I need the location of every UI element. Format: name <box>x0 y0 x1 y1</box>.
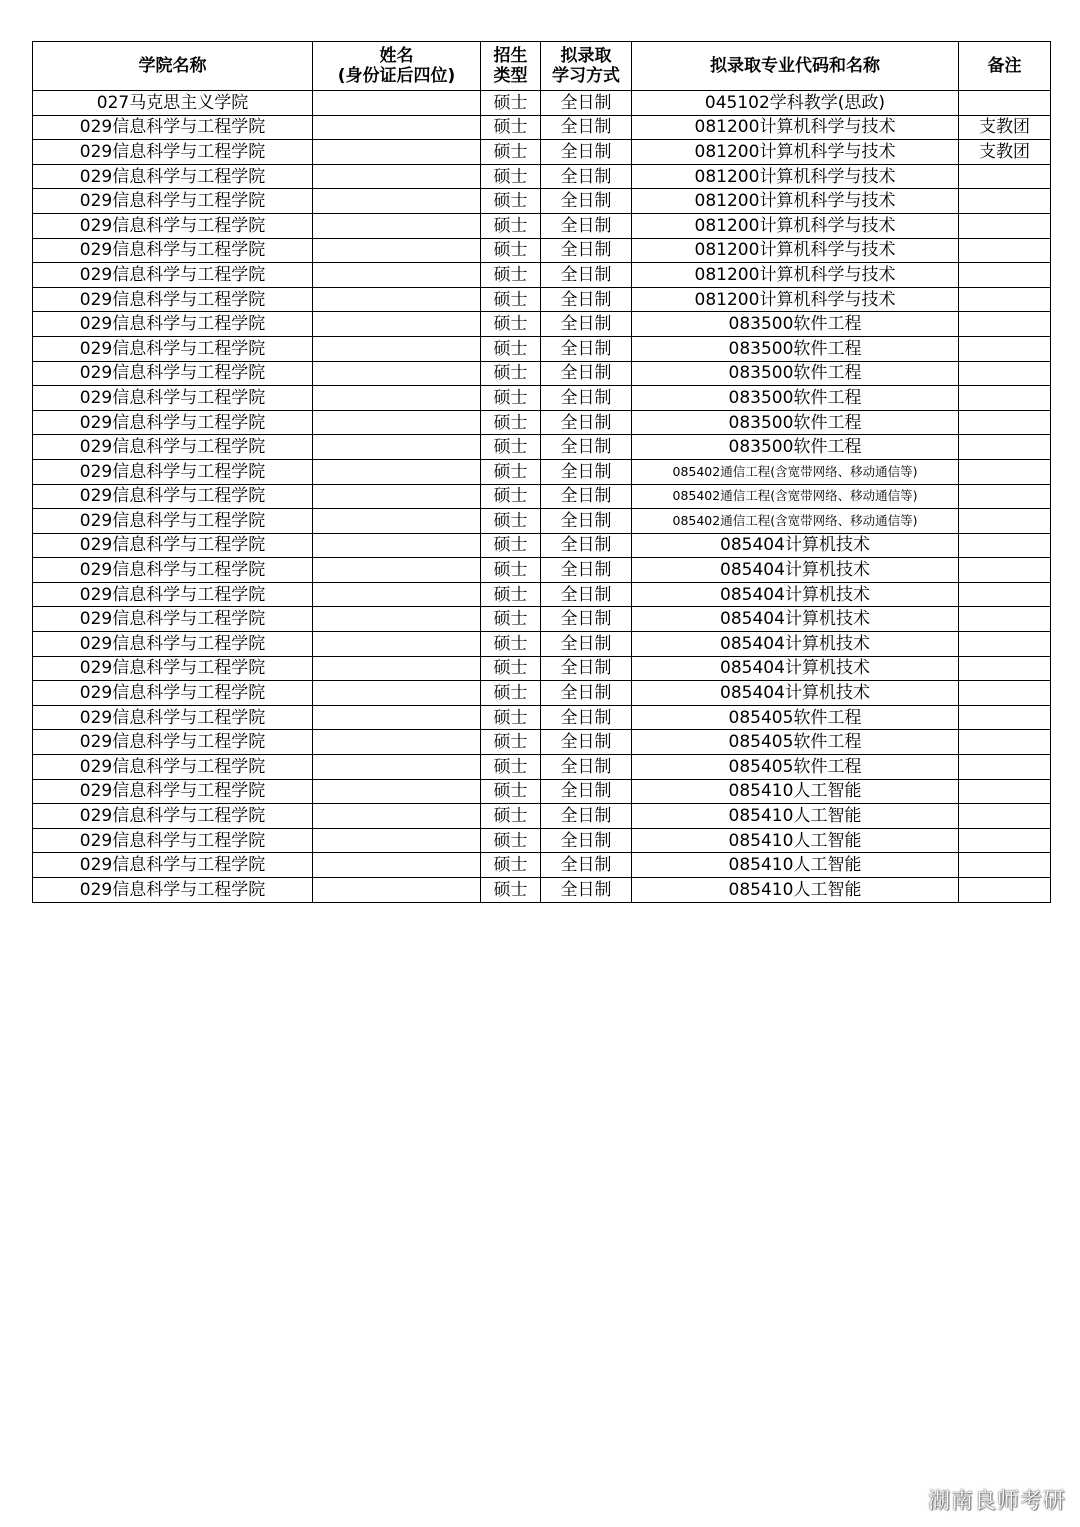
major-cell: 085410人工智能 <box>632 779 959 804</box>
table-row <box>33 410 1051 435</box>
note-cell <box>959 558 1051 583</box>
name-cell <box>313 705 481 730</box>
mode-cell: 全日制 <box>541 558 632 583</box>
header-college: 学院名称 <box>33 42 313 91</box>
note-cell <box>959 189 1051 214</box>
major-cell: 081200计算机科学与技术 <box>632 189 959 214</box>
name-cell <box>313 263 481 288</box>
mode-cell: 全日制 <box>541 361 632 386</box>
mode-cell: 全日制 <box>541 755 632 780</box>
college-cell: 029信息科学与工程学院 <box>33 878 313 903</box>
college-cell: 029信息科学与工程学院 <box>33 287 313 312</box>
note-cell <box>959 607 1051 632</box>
header-name <box>313 42 481 91</box>
type-cell: 硕士 <box>481 730 541 755</box>
type-cell: 硕士 <box>481 435 541 460</box>
mode-cell: 全日制 <box>541 140 632 165</box>
mode-cell: 全日制 <box>541 189 632 214</box>
header-type-line1: 招生 <box>493 46 528 66</box>
mode-cell: 全日制 <box>541 582 632 607</box>
major-cell: 085404计算机技术 <box>632 632 959 657</box>
type-cell: 硕士 <box>481 656 541 681</box>
mode-cell: 全日制 <box>541 779 632 804</box>
mode-cell: 全日制 <box>541 287 632 312</box>
type-cell: 硕士 <box>481 558 541 583</box>
college-cell: 029信息科学与工程学院 <box>33 263 313 288</box>
college-cell: 029信息科学与工程学院 <box>33 755 313 780</box>
type-cell: 硕士 <box>481 164 541 189</box>
mode-cell: 全日制 <box>541 386 632 411</box>
name-cell <box>313 386 481 411</box>
table-row <box>33 213 1051 238</box>
college-cell: 029信息科学与工程学院 <box>33 410 313 435</box>
mode-cell: 全日制 <box>541 484 632 509</box>
name-cell <box>313 632 481 657</box>
type-cell: 硕士 <box>481 755 541 780</box>
header-name-line1: 姓名 <box>379 46 414 66</box>
college-cell: 029信息科学与工程学院 <box>33 607 313 632</box>
name-cell <box>313 730 481 755</box>
college-cell: 029信息科学与工程学院 <box>33 582 313 607</box>
major-cell: 085402通信工程(含宽带网络、移动通信等) <box>632 484 959 509</box>
major-cell: 085405软件工程 <box>632 705 959 730</box>
major-cell: 085410人工智能 <box>632 878 959 903</box>
major-cell: 081200计算机科学与技术 <box>632 287 959 312</box>
mode-cell: 全日制 <box>541 336 632 361</box>
mode-cell: 全日制 <box>541 213 632 238</box>
note-cell <box>959 410 1051 435</box>
college-cell: 029信息科学与工程学院 <box>33 533 313 558</box>
note-cell <box>959 435 1051 460</box>
college-cell: 029信息科学与工程学院 <box>33 705 313 730</box>
note-cell <box>959 336 1051 361</box>
college-cell: 029信息科学与工程学院 <box>33 484 313 509</box>
note-cell <box>959 828 1051 853</box>
note-cell <box>959 632 1051 657</box>
type-cell: 硕士 <box>481 779 541 804</box>
major-cell: 085404计算机技术 <box>632 607 959 632</box>
type-cell: 硕士 <box>481 263 541 288</box>
type-cell: 硕士 <box>481 632 541 657</box>
table-row <box>33 582 1051 607</box>
note-cell <box>959 681 1051 706</box>
note-cell <box>959 730 1051 755</box>
note-cell <box>959 853 1051 878</box>
major-cell: 083500软件工程 <box>632 361 959 386</box>
name-cell <box>313 164 481 189</box>
mode-cell: 全日制 <box>541 164 632 189</box>
major-cell: 085402通信工程(含宽带网络、移动通信等) <box>632 509 959 534</box>
name-cell <box>313 828 481 853</box>
note-cell <box>959 804 1051 829</box>
header-major: 拟录取专业代码和名称 <box>632 42 959 91</box>
table-row <box>33 705 1051 730</box>
table-row <box>33 336 1051 361</box>
table-row <box>33 164 1051 189</box>
name-cell <box>313 558 481 583</box>
note-cell <box>959 533 1051 558</box>
table-row <box>33 779 1051 804</box>
college-cell: 029信息科学与工程学院 <box>33 115 313 140</box>
note-cell <box>959 779 1051 804</box>
college-cell: 029信息科学与工程学院 <box>33 140 313 165</box>
name-cell <box>313 336 481 361</box>
college-cell: 029信息科学与工程学院 <box>33 164 313 189</box>
table-row <box>33 435 1051 460</box>
type-cell: 硕士 <box>481 607 541 632</box>
major-cell: 083500软件工程 <box>632 435 959 460</box>
table-row <box>33 361 1051 386</box>
table-row <box>33 484 1051 509</box>
note-cell: 支教团 <box>959 140 1051 165</box>
table-row <box>33 681 1051 706</box>
type-cell: 硕士 <box>481 189 541 214</box>
type-cell: 硕士 <box>481 804 541 829</box>
name-cell <box>313 410 481 435</box>
note-cell <box>959 164 1051 189</box>
header-row <box>33 42 1051 91</box>
major-cell: 081200计算机科学与技术 <box>632 140 959 165</box>
table-row <box>33 632 1051 657</box>
table-row <box>33 828 1051 853</box>
college-cell: 029信息科学与工程学院 <box>33 681 313 706</box>
major-cell: 085404计算机技术 <box>632 582 959 607</box>
mode-cell: 全日制 <box>541 263 632 288</box>
major-cell: 085410人工智能 <box>632 853 959 878</box>
table-row <box>33 238 1051 263</box>
table-row <box>33 263 1051 288</box>
major-cell: 083500软件工程 <box>632 386 959 411</box>
name-cell <box>313 755 481 780</box>
mode-cell: 全日制 <box>541 533 632 558</box>
name-cell <box>313 582 481 607</box>
college-cell: 029信息科学与工程学院 <box>33 828 313 853</box>
note-cell <box>959 386 1051 411</box>
college-cell: 029信息科学与工程学院 <box>33 213 313 238</box>
note-cell <box>959 878 1051 903</box>
name-cell <box>313 115 481 140</box>
mode-cell: 全日制 <box>541 681 632 706</box>
table-row <box>33 386 1051 411</box>
table-row <box>33 656 1051 681</box>
name-cell <box>313 878 481 903</box>
type-cell: 硕士 <box>481 287 541 312</box>
college-cell: 029信息科学与工程学院 <box>33 336 313 361</box>
note-cell <box>959 509 1051 534</box>
type-cell: 硕士 <box>481 213 541 238</box>
mode-cell: 全日制 <box>541 238 632 263</box>
type-cell: 硕士 <box>481 410 541 435</box>
note-cell <box>959 484 1051 509</box>
note-cell <box>959 705 1051 730</box>
table-row <box>33 312 1051 337</box>
major-cell: 083500软件工程 <box>632 312 959 337</box>
type-cell: 硕士 <box>481 140 541 165</box>
major-cell: 085402通信工程(含宽带网络、移动通信等) <box>632 459 959 484</box>
header-mode-line2: 学习方式 <box>552 66 620 86</box>
college-cell: 029信息科学与工程学院 <box>33 361 313 386</box>
type-cell: 硕士 <box>481 361 541 386</box>
major-cell: 085404计算机技术 <box>632 558 959 583</box>
mode-cell: 全日制 <box>541 115 632 140</box>
name-cell <box>313 533 481 558</box>
table-row <box>33 189 1051 214</box>
name-cell <box>313 213 481 238</box>
major-cell: 085410人工智能 <box>632 804 959 829</box>
mode-cell: 全日制 <box>541 853 632 878</box>
name-cell <box>313 484 481 509</box>
name-cell <box>313 779 481 804</box>
admission-table <box>32 41 1051 903</box>
table-header <box>33 42 1051 91</box>
table-row <box>33 755 1051 780</box>
type-cell: 硕士 <box>481 91 541 116</box>
type-cell: 硕士 <box>481 509 541 534</box>
table-body <box>33 91 1051 903</box>
header-type <box>481 42 541 91</box>
note-cell <box>959 213 1051 238</box>
mode-cell: 全日制 <box>541 705 632 730</box>
mode-cell: 全日制 <box>541 656 632 681</box>
note-cell <box>959 361 1051 386</box>
name-cell <box>313 607 481 632</box>
note-cell <box>959 656 1051 681</box>
major-cell: 085405软件工程 <box>632 730 959 755</box>
type-cell: 硕士 <box>481 681 541 706</box>
table-row <box>33 533 1051 558</box>
note-cell: 支教团 <box>959 115 1051 140</box>
college-cell: 029信息科学与工程学院 <box>33 312 313 337</box>
major-cell: 085404计算机技术 <box>632 681 959 706</box>
type-cell: 硕士 <box>481 312 541 337</box>
table-row <box>33 804 1051 829</box>
major-cell: 083500软件工程 <box>632 410 959 435</box>
note-cell <box>959 238 1051 263</box>
college-cell: 029信息科学与工程学院 <box>33 656 313 681</box>
mode-cell: 全日制 <box>541 730 632 755</box>
name-cell <box>313 238 481 263</box>
table-row <box>33 91 1051 116</box>
major-cell: 085410人工智能 <box>632 828 959 853</box>
table-row <box>33 140 1051 165</box>
header-type-line2: 类型 <box>493 66 528 86</box>
major-cell: 081200计算机科学与技术 <box>632 115 959 140</box>
major-cell: 081200计算机科学与技术 <box>632 164 959 189</box>
name-cell <box>313 189 481 214</box>
mode-cell: 全日制 <box>541 828 632 853</box>
mode-cell: 全日制 <box>541 410 632 435</box>
table-row <box>33 115 1051 140</box>
table-row <box>33 878 1051 903</box>
major-cell: 081200计算机科学与技术 <box>632 263 959 288</box>
mode-cell: 全日制 <box>541 459 632 484</box>
major-cell: 085404计算机技术 <box>632 656 959 681</box>
header-mode <box>541 42 632 91</box>
major-cell: 085405软件工程 <box>632 755 959 780</box>
college-cell: 029信息科学与工程学院 <box>33 435 313 460</box>
header-name-line2: (身份证后四位) <box>337 66 456 86</box>
name-cell <box>313 287 481 312</box>
college-cell: 029信息科学与工程学院 <box>33 558 313 583</box>
mode-cell: 全日制 <box>541 878 632 903</box>
name-cell <box>313 656 481 681</box>
table-row <box>33 459 1051 484</box>
table-row <box>33 730 1051 755</box>
type-cell: 硕士 <box>481 336 541 361</box>
college-cell: 029信息科学与工程学院 <box>33 632 313 657</box>
type-cell: 硕士 <box>481 238 541 263</box>
header-note: 备注 <box>959 42 1051 91</box>
major-cell: 045102学科教学(思政) <box>632 91 959 116</box>
name-cell <box>313 312 481 337</box>
college-cell: 027马克思主义学院 <box>33 91 313 116</box>
note-cell <box>959 459 1051 484</box>
name-cell <box>313 853 481 878</box>
type-cell: 硕士 <box>481 115 541 140</box>
mode-cell: 全日制 <box>541 509 632 534</box>
college-cell: 029信息科学与工程学院 <box>33 853 313 878</box>
mode-cell: 全日制 <box>541 91 632 116</box>
mode-cell: 全日制 <box>541 804 632 829</box>
table-row <box>33 607 1051 632</box>
college-cell: 029信息科学与工程学院 <box>33 386 313 411</box>
table-row <box>33 287 1051 312</box>
college-cell: 029信息科学与工程学院 <box>33 509 313 534</box>
type-cell: 硕士 <box>481 853 541 878</box>
type-cell: 硕士 <box>481 705 541 730</box>
name-cell <box>313 91 481 116</box>
type-cell: 硕士 <box>481 828 541 853</box>
major-cell: 081200计算机科学与技术 <box>632 213 959 238</box>
note-cell <box>959 287 1051 312</box>
college-cell: 029信息科学与工程学院 <box>33 804 313 829</box>
table-row <box>33 558 1051 583</box>
college-cell: 029信息科学与工程学院 <box>33 238 313 263</box>
college-cell: 029信息科学与工程学院 <box>33 459 313 484</box>
name-cell <box>313 140 481 165</box>
note-cell <box>959 582 1051 607</box>
name-cell <box>313 681 481 706</box>
header-mode-line1: 拟录取 <box>560 46 612 66</box>
table-row <box>33 853 1051 878</box>
college-cell: 029信息科学与工程学院 <box>33 189 313 214</box>
watermark-text: 湖南良师考研 <box>927 1489 1066 1514</box>
note-cell <box>959 263 1051 288</box>
name-cell <box>313 361 481 386</box>
note-cell <box>959 755 1051 780</box>
mode-cell: 全日制 <box>541 607 632 632</box>
college-cell: 029信息科学与工程学院 <box>33 730 313 755</box>
type-cell: 硕士 <box>481 459 541 484</box>
type-cell: 硕士 <box>481 533 541 558</box>
name-cell <box>313 509 481 534</box>
mode-cell: 全日制 <box>541 435 632 460</box>
college-cell: 029信息科学与工程学院 <box>33 779 313 804</box>
mode-cell: 全日制 <box>541 632 632 657</box>
name-cell <box>313 459 481 484</box>
type-cell: 硕士 <box>481 878 541 903</box>
name-cell <box>313 804 481 829</box>
name-cell <box>313 435 481 460</box>
major-cell: 083500软件工程 <box>632 336 959 361</box>
major-cell: 085404计算机技术 <box>632 533 959 558</box>
major-cell: 081200计算机科学与技术 <box>632 238 959 263</box>
table-row <box>33 509 1051 534</box>
note-cell <box>959 91 1051 116</box>
note-cell <box>959 312 1051 337</box>
mode-cell: 全日制 <box>541 312 632 337</box>
type-cell: 硕士 <box>481 484 541 509</box>
type-cell: 硕士 <box>481 386 541 411</box>
type-cell: 硕士 <box>481 582 541 607</box>
